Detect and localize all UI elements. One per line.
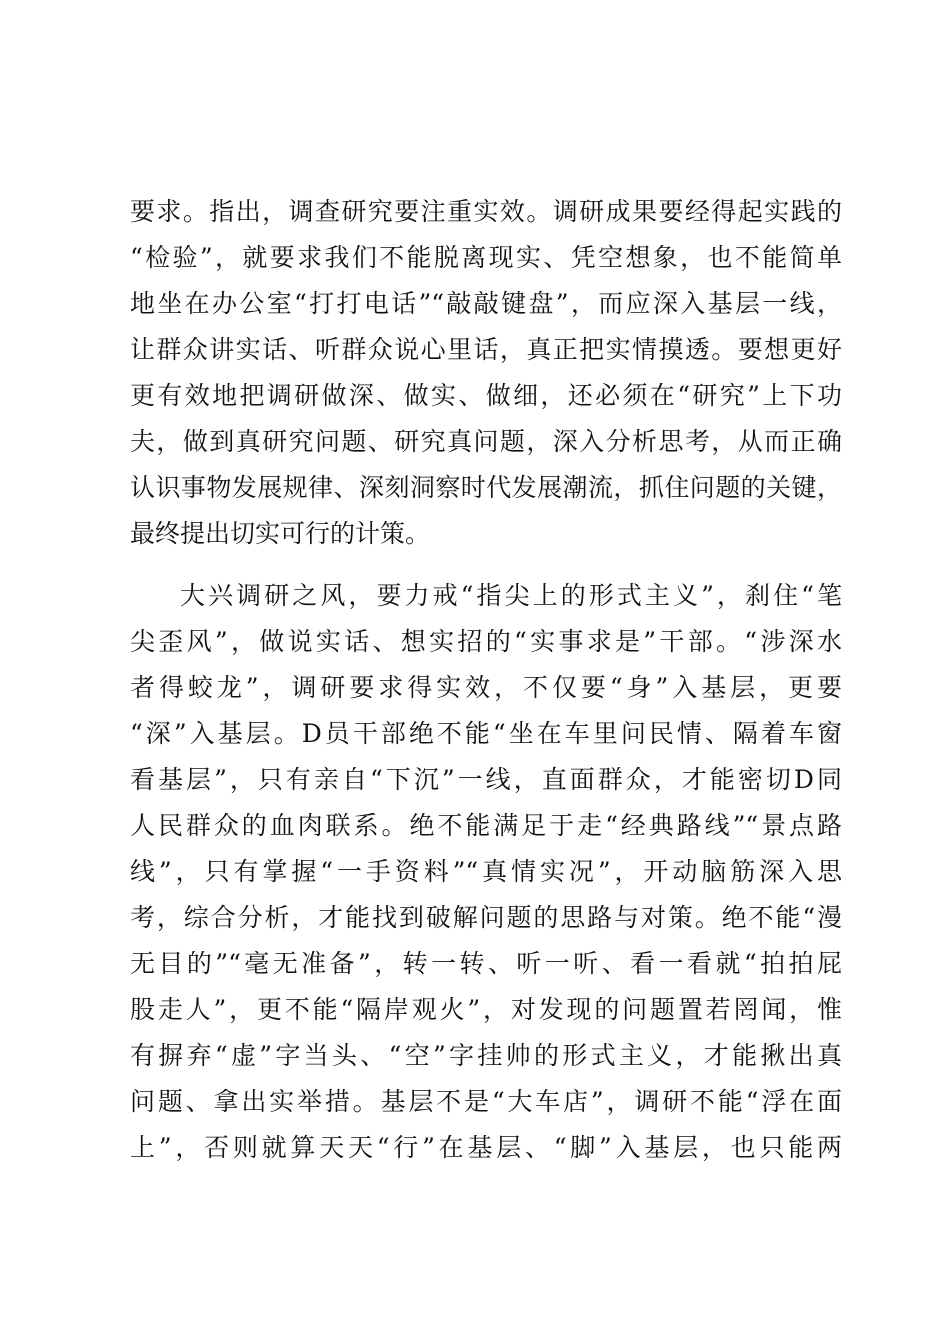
text-line: 夫，做到真研究问题、研究真问题，深入分析思考，从而正确	[130, 427, 842, 456]
text-line: 无目的”“毫无准备”，转一转、听一听、看一看就“拍拍屁	[130, 949, 842, 978]
text-line: 认识事物发展规律、深刻洞察时代发展潮流，抓住问题的关键，	[130, 473, 842, 502]
text-line: “深”入基层。D员干部绝不能“坐在车里问民情、隔着车窗	[130, 719, 842, 748]
text-line: 人民群众的血肉联系。绝不能满足于走“经典路线”“景点路	[130, 811, 842, 840]
text-line: 最终提出切实可行的计策。	[130, 519, 431, 548]
paragraph-spacer	[130, 557, 842, 573]
text-line: 考，综合分析，才能找到破解问题的思路与对策。绝不能“漫	[130, 903, 842, 932]
text-line: 让群众讲实话、听群众说心里话，真正把实情摸透。要想更好	[130, 335, 842, 364]
text-line: 要求。指出，调查研究要注重实效。调研成果要经得起实践的	[130, 197, 842, 226]
text-line: 更有效地把调研做深、做实、做细，还必须在“研究”上下功	[130, 381, 842, 410]
text-line: 看基层”，只有亲自“下沉”一线，直面群众，才能密切D同	[130, 765, 842, 794]
text-line: 尖歪风”，做说实话、想实招的“实事求是”干部。“涉深水	[130, 627, 842, 656]
paragraph-1	[130, 189, 842, 557]
text-line: 大兴调研之风，要力戒“指尖上的形式主义”，刹住“笔	[180, 581, 842, 610]
text-line: 问题、拿出实举措。基层不是“大车店”，调研不能“浮在面	[130, 1087, 842, 1116]
text-line: “检验”，就要求我们不能脱离现实、凭空想象，也不能简单	[130, 243, 842, 272]
text-line: 有摒弃“虚”字当头、“空”字挂帅的形式主义，才能揪出真	[130, 1041, 842, 1070]
text-line: 股走人”，更不能“隔岸观火”，对发现的问题置若罔闻，惟	[130, 995, 842, 1024]
text-line: 地坐在办公室“打打电话”“敲敲键盘”，而应深入基层一线，	[130, 289, 842, 318]
text-line: 者得蛟龙”，调研要求得实效，不仅要“身”入基层，更要	[130, 673, 842, 702]
body-text	[130, 189, 842, 1171]
paragraph-2	[130, 573, 842, 1171]
text-line: 上”，否则就算天天“行”在基层、“脚”入基层，也只能两	[130, 1133, 842, 1162]
text-line: 线”，只有掌握“一手资料”“真情实况”，开动脑筋深入思	[130, 857, 842, 886]
